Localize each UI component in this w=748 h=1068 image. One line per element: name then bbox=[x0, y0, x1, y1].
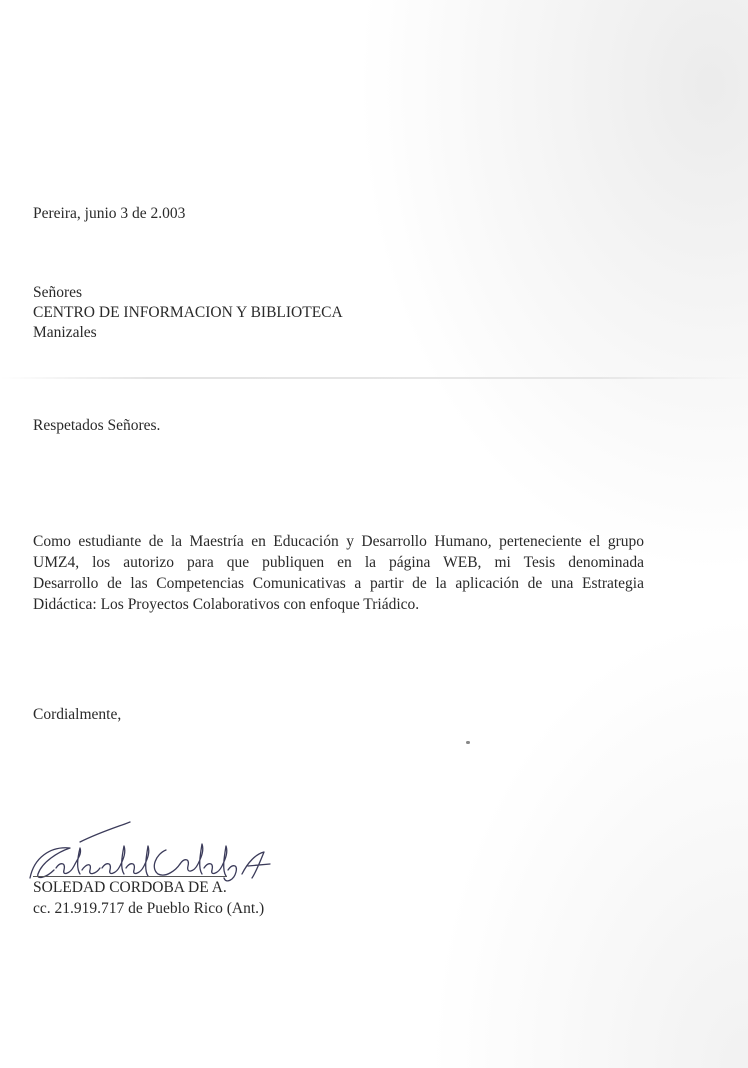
closing: Cordialmente, bbox=[33, 706, 122, 723]
paper-speck bbox=[466, 741, 470, 744]
recipient-organization: CENTRO DE INFORMACION Y BIBLIOTECA bbox=[33, 304, 343, 321]
signer-block bbox=[33, 876, 264, 919]
place-date: Pereira, junio 3 de 2.003 bbox=[33, 205, 186, 222]
greeting: Respetados Señores. bbox=[33, 417, 161, 434]
recipient-address bbox=[33, 283, 343, 343]
signer-id: cc. 21.919.717 de Pueblo Rico (Ant.) bbox=[33, 900, 265, 917]
body-paragraph bbox=[33, 531, 644, 615]
recipient-salutation: Señores bbox=[33, 284, 83, 301]
signer-name: SOLEDAD CORDOBA DE A. bbox=[33, 876, 227, 898]
recipient-city: Manizales bbox=[33, 324, 97, 341]
body-line: Didáctica: Los Proyectos Colaborativos con enfoque Triádico. bbox=[33, 596, 420, 613]
body-line: UMZ4, los autorizo para que publiquen en la página WEB, mi Tesis denominada bbox=[33, 554, 644, 571]
body-line: Desarrollo de las Competencias Comunicativas a partir de la aplicación de una Estrategia bbox=[33, 575, 644, 592]
paper-fold-line bbox=[0, 377, 748, 379]
body-line: Como estudiante de la Maestría en Educación y Desarrollo Humano, perteneciente el grupo bbox=[33, 533, 644, 550]
